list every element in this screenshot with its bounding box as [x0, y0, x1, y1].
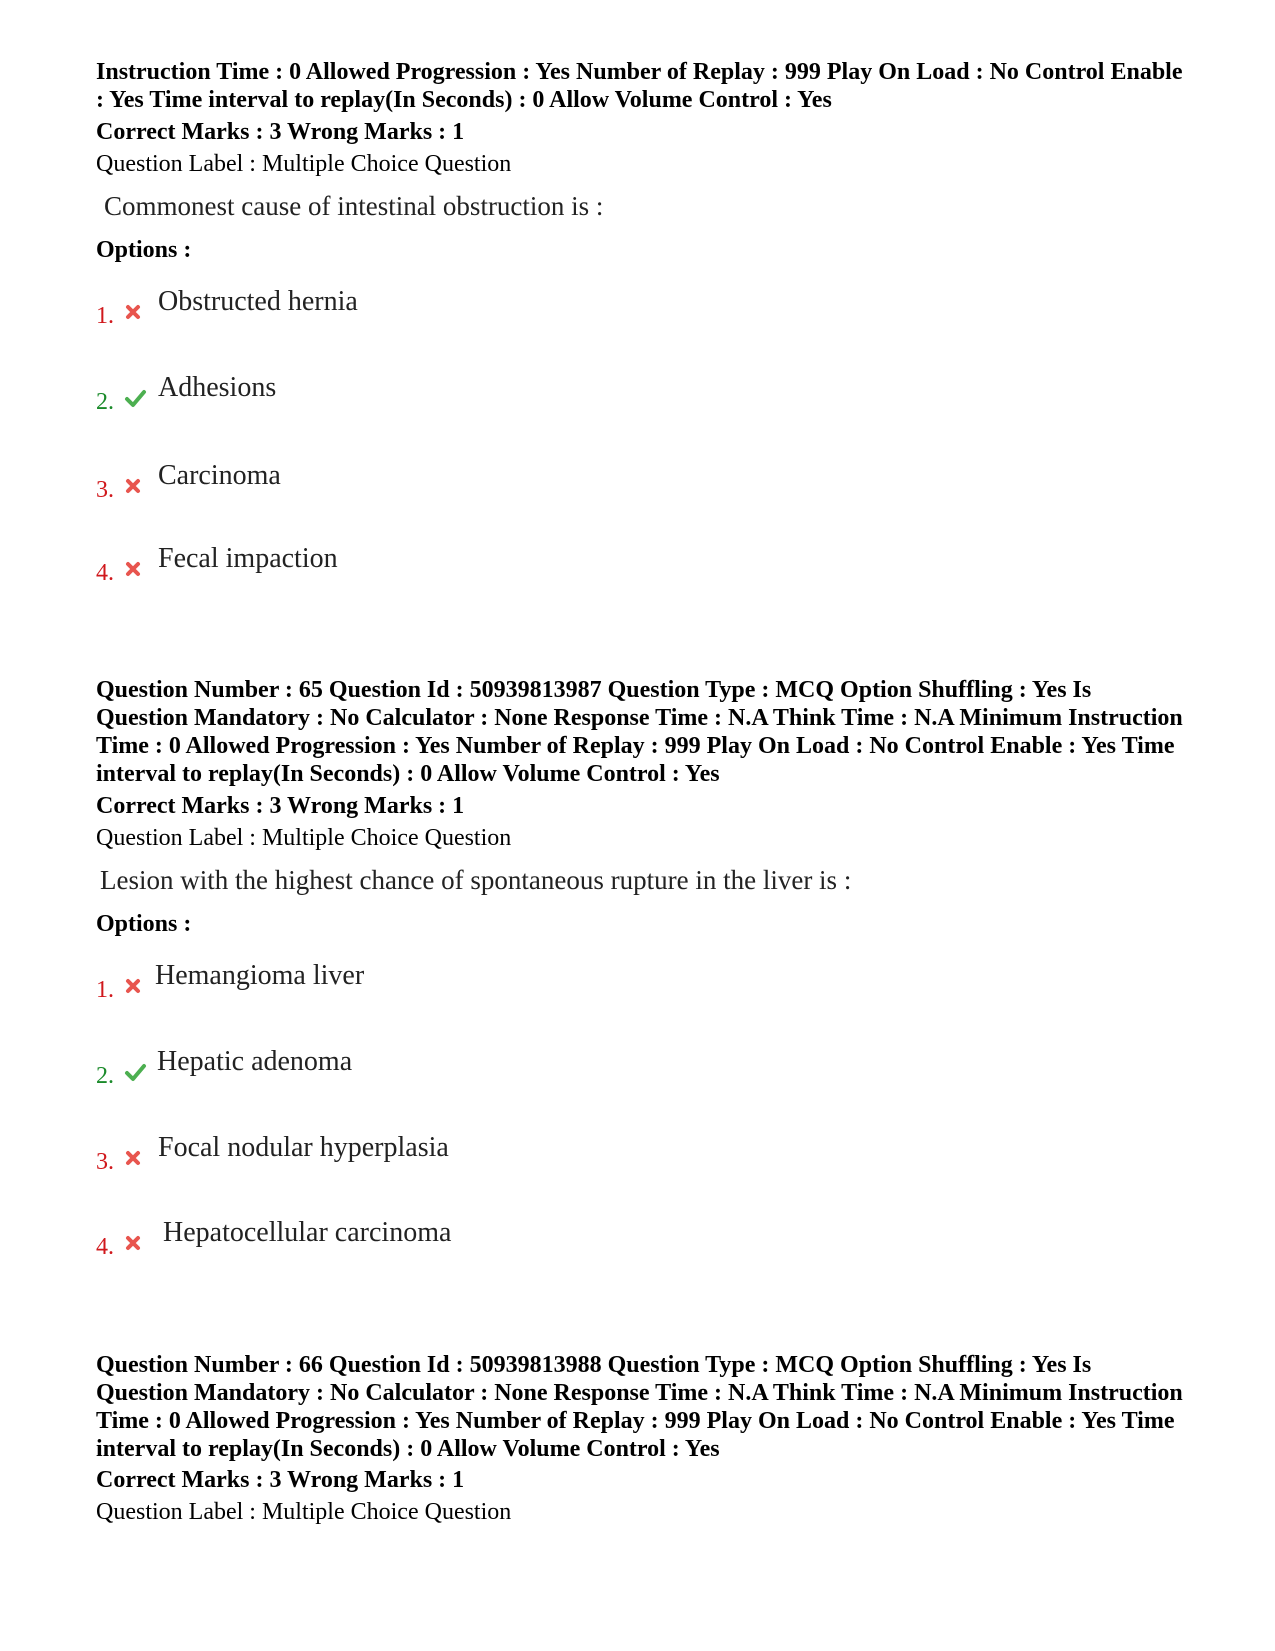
cross-icon — [123, 302, 143, 322]
option-text: Adhesions — [158, 372, 277, 403]
option-number: 4. — [96, 560, 114, 586]
question-marks: Correct Marks : 3 Wrong Marks : 1 — [96, 793, 465, 819]
question-meta: Instruction Time : 0 Allowed Progression : Yes Number of Replay : 999 Play On Load : No Control Enable : Yes Time interval to replay(In Seconds) : 0 Allow Volume Control : Yes — [96, 59, 1183, 113]
option-number: 2. — [96, 1063, 114, 1089]
option-text: Focal nodular hyperplasia — [158, 1132, 449, 1163]
question-text: Commonest cause of intestinal obstruction is : — [104, 191, 604, 221]
check-icon — [123, 388, 147, 408]
cross-icon — [123, 1148, 143, 1168]
check-icon — [123, 1062, 147, 1082]
question-meta: Question Number : 66 Question Id : 50939813988 Question Type : MCQ Option Shuffling : Yes Is Question Mandatory : No Calculator : None Response Time : N.A Think Time : N.A Minimum Instruction Time : 0 Allowed Progression : Yes Number of Replay : 999 Play On Load : No Control Enable : Yes Time interval to replay(In Seconds) : 0 Allow Volume Control : Yes — [96, 1352, 1183, 1462]
option-text: Fecal impaction — [158, 543, 338, 574]
question-label: Question Label : Multiple Choice Question — [96, 825, 512, 851]
option-text: Hepatocellular carcinoma — [163, 1217, 452, 1248]
option-item — [96, 543, 796, 586]
option-item — [96, 372, 796, 415]
options-heading: Options : — [96, 237, 192, 263]
option-item — [96, 286, 796, 329]
question-text: Lesion with the highest chance of spontaneous rupture in the liver is : — [100, 865, 852, 895]
option-item — [96, 460, 796, 503]
question-meta: Question Number : 65 Question Id : 50939813987 Question Type : MCQ Option Shuffling : Yes Is Question Mandatory : No Calculator : None Response Time : N.A Think Time : N.A Minimum Instruction Time : 0 Allowed Progression : Yes Number of Replay : 999 Play On Load : No Control Enable : Yes Time interval to replay(In Seconds) : 0 Allow Volume Control : Yes — [96, 677, 1183, 787]
option-number: 2. — [96, 389, 114, 415]
options-heading: Options : — [96, 911, 192, 937]
option-text: Carcinoma — [158, 460, 281, 491]
cross-icon — [123, 1233, 143, 1253]
option-number: 1. — [96, 977, 114, 1003]
option-text: Hemangioma liver — [155, 960, 365, 991]
cross-icon — [123, 559, 143, 579]
option-item — [96, 960, 796, 1003]
option-number: 3. — [96, 477, 114, 503]
cross-icon — [123, 976, 143, 996]
option-item — [96, 1132, 796, 1175]
cross-icon — [123, 476, 143, 496]
option-item — [96, 1217, 796, 1260]
option-number: 1. — [96, 303, 114, 329]
question-label: Question Label : Multiple Choice Question — [96, 1499, 512, 1525]
option-text: Obstructed hernia — [158, 286, 358, 317]
option-number: 4. — [96, 1234, 114, 1260]
question-label: Question Label : Multiple Choice Question — [96, 151, 512, 177]
option-number: 3. — [96, 1149, 114, 1175]
question-marks: Correct Marks : 3 Wrong Marks : 1 — [96, 119, 465, 145]
question-marks: Correct Marks : 3 Wrong Marks : 1 — [96, 1467, 465, 1493]
option-item — [96, 1046, 796, 1089]
option-text: Hepatic adenoma — [157, 1046, 353, 1077]
